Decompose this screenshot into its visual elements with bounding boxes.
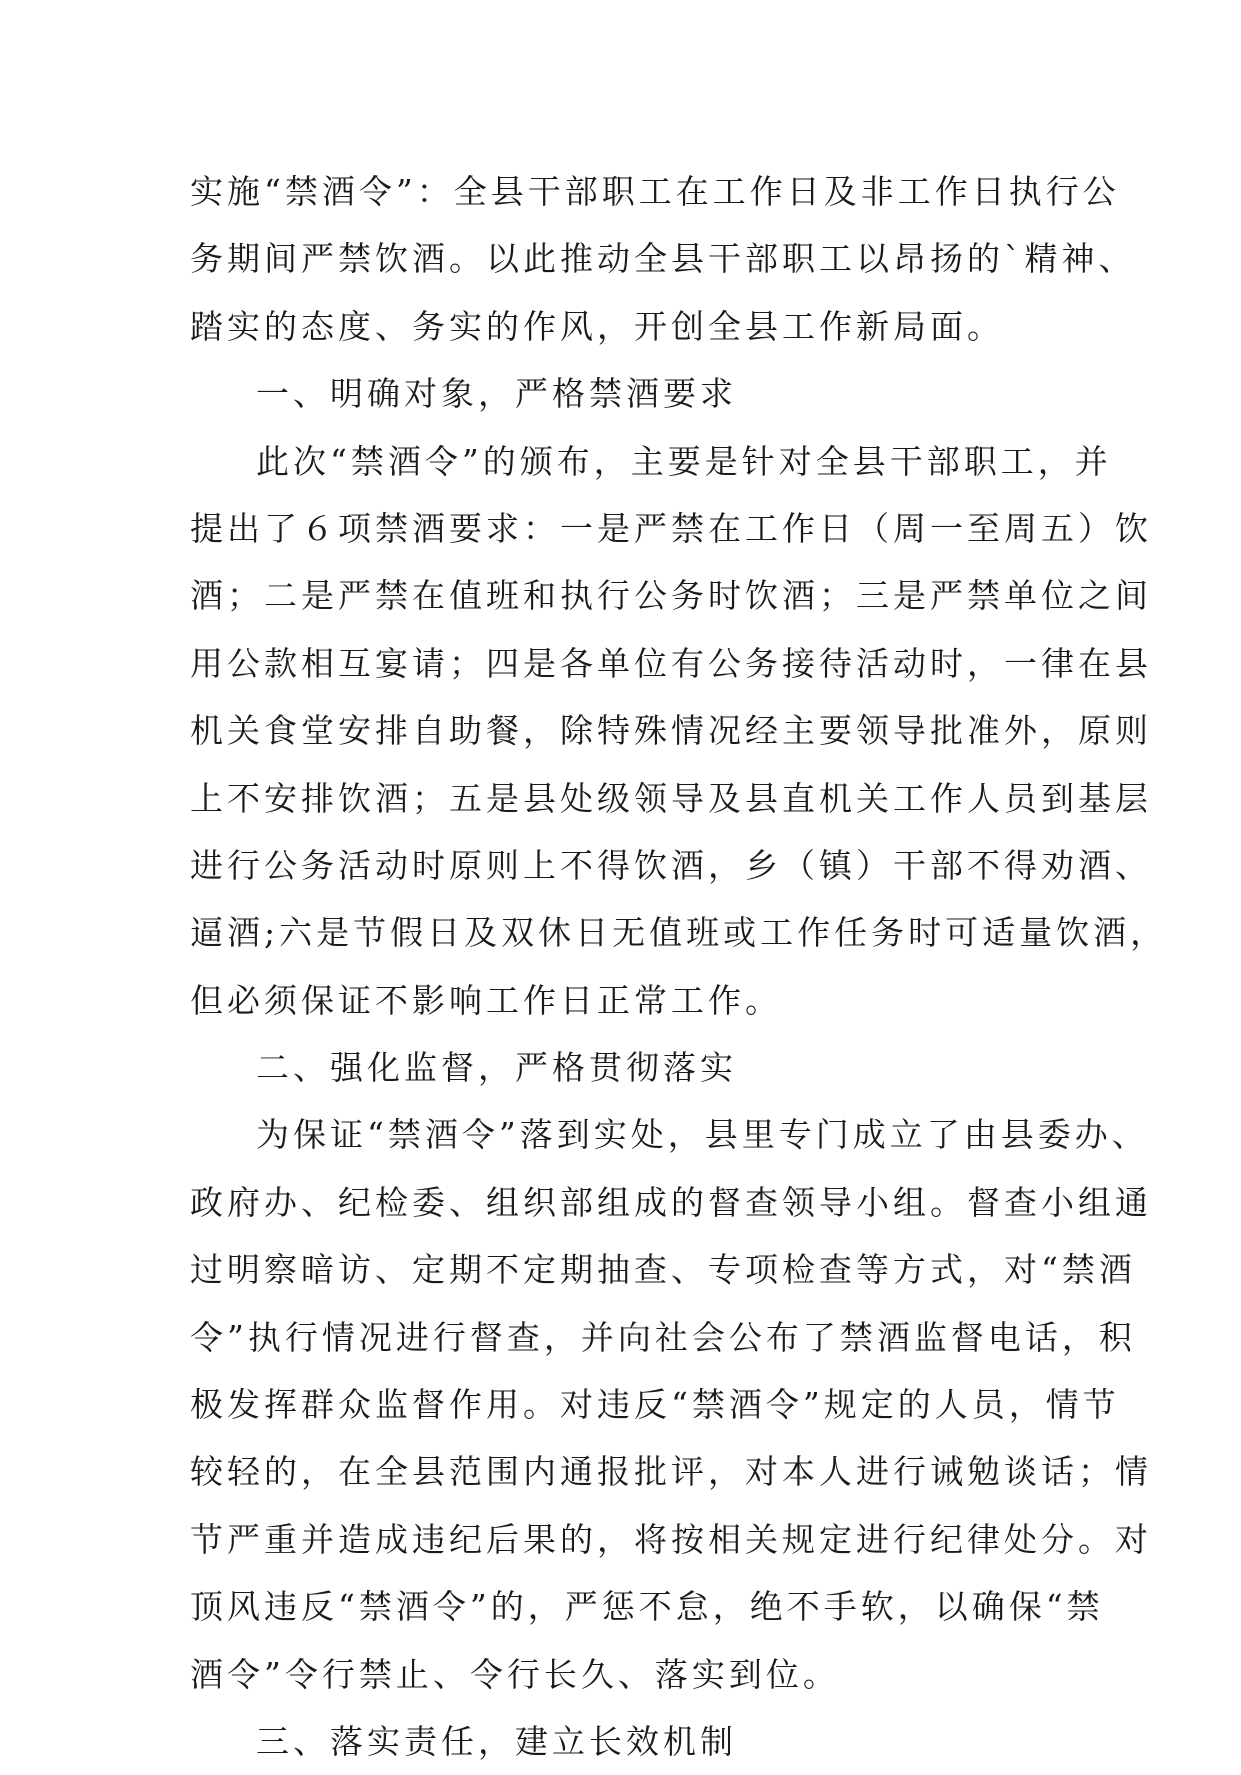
paragraph-line: 踏实的态度、务实的作风，开创全县工作新局面。 (190, 306, 1004, 346)
paragraph-line: 用公款相互宴请；四是各单位有公务接待活动时，一律在县 (190, 643, 1152, 683)
paragraph-line: 逼酒;六是节假日及双休日无值班或工作任务时可适量饮酒， (190, 913, 1168, 953)
paragraph-line: 上不安排饮酒；五是县处级领导及县直机关工作人员到基层 (190, 778, 1152, 818)
paragraph-line: 政府办、纪检委、组织部组成的督查领导小组。督查小组通 (190, 1182, 1152, 1222)
paragraph-line: 进行公务活动时原则上不得饮酒，乡（镇）干部不得劝酒、 (190, 845, 1152, 885)
paragraph-line: 此次“禁酒令”的颁布，主要是针对全县干部职工，并 (256, 441, 1112, 481)
paragraph-line: 酒；二是严禁在值班和执行公务时饮酒；三是严禁单位之间 (190, 576, 1152, 616)
paragraph-line: 较轻的，在全县范围内通报批评，对本人进行诫勉谈话；情 (190, 1452, 1152, 1492)
paragraph-line: 实施“禁酒令”：全县干部职工在工作日及非工作日执行公 (190, 172, 1120, 211)
paragraph-line: 但必须保证不影响工作日正常工作。 (190, 980, 782, 1020)
paragraph-line: 令”执行情况进行督查，并向社会公布了禁酒监督电话，积 (190, 1317, 1136, 1357)
paragraph-line: 过明察暗访、定期不定期抽查、专项检查等方式，对“禁酒 (190, 1250, 1136, 1290)
section-heading-2: 二、强化监督，严格贯彻落实 (256, 1048, 737, 1088)
paragraph-line: 节严重并造成违纪后果的，将按相关规定进行纪律处分。对 (190, 1519, 1152, 1559)
document-body (190, 158, 1168, 1775)
paragraph-line: 极发挥群众监督作用。对违反“禁酒令”规定的人员，情节 (190, 1385, 1120, 1425)
paragraph-line: 提出了６项禁酒要求：一是严禁在工作日（周一至周五）饮 (190, 508, 1152, 548)
paragraph-line: 酒令”令行禁止、令行长久、落实到位。 (190, 1654, 840, 1694)
paragraph-line: 顶风违反“禁酒令”的，严惩不怠，绝不手软，以确保“禁 (190, 1587, 1104, 1627)
paragraph-line: 机关食堂安排自助餐，除特殊情况经主要领导批准外，原则 (190, 711, 1152, 751)
paragraph-line: 务期间严禁饮酒。以此推动全县干部职工以昂扬的`精神、 (190, 239, 1136, 279)
section-heading-3: 三、落实责任，建立长效机制 (256, 1721, 737, 1761)
paragraph-line: 为保证“禁酒令”落到实处，县里专门成立了由县委办、 (256, 1115, 1149, 1155)
section-heading-1: 一、明确对象，严格禁酒要求 (256, 374, 737, 414)
